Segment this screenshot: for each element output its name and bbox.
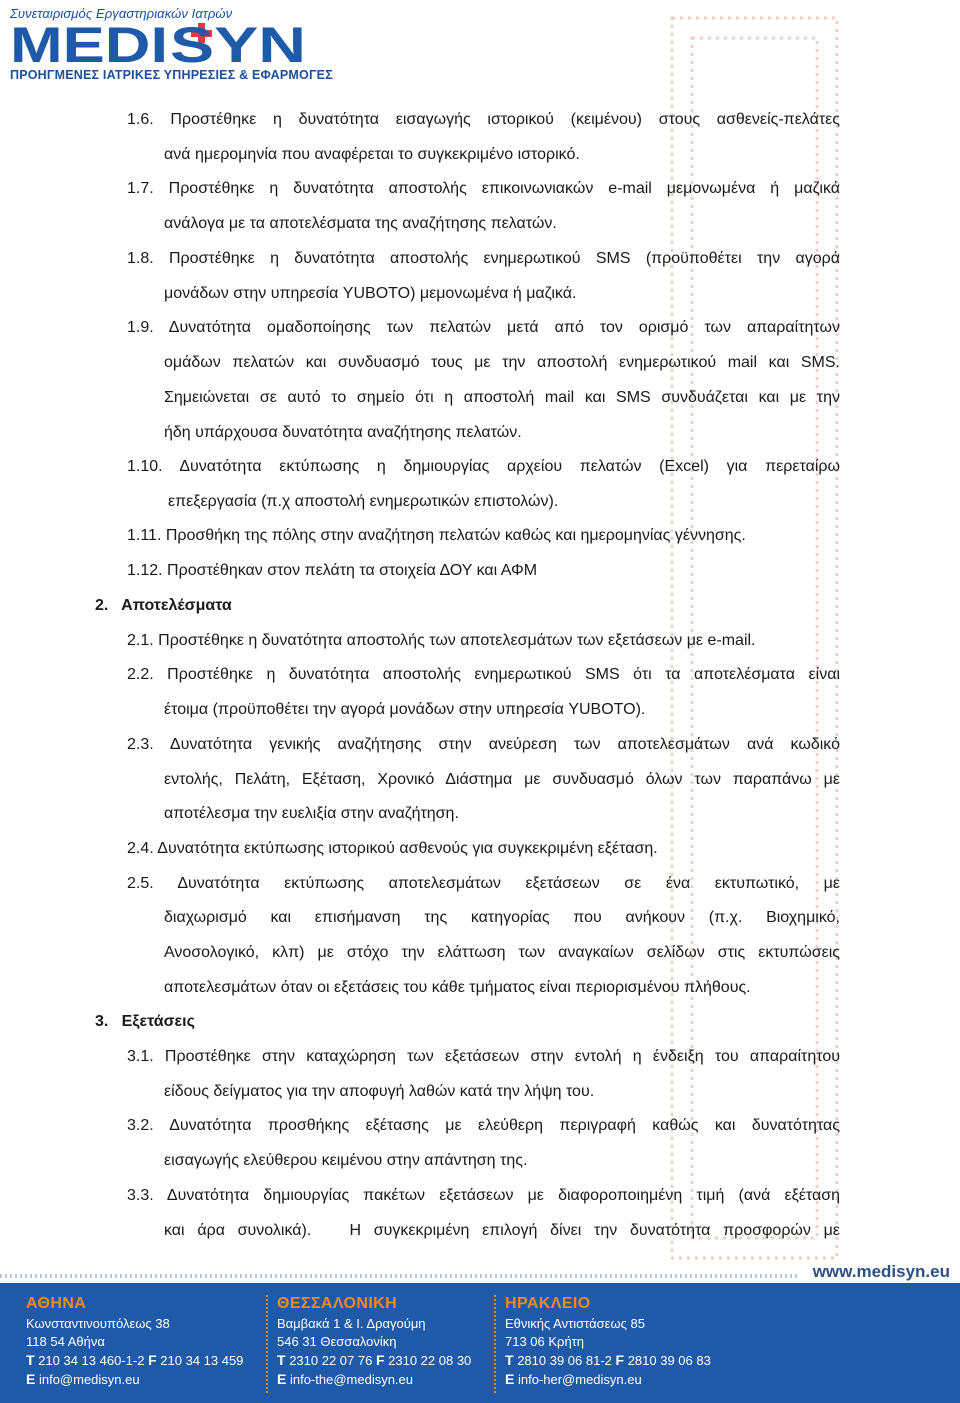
logo-tagline: Συνεταιρισμός Εργαστηριακών Ιατρών [10, 6, 233, 21]
text-line: 1.8. Προστέθηκε η δυνατότητα αποστολής ενημερωτικού SMS (προϋποθέτει την αγορά [127, 250, 840, 267]
phone-label: T [26, 1352, 35, 1368]
office-street: Εθνικής Αντιστάσεως 85 [505, 1316, 645, 1331]
text-line: επεξεργασία (π.χ αποστολή ενημερωτικών επιστολών). [168, 493, 559, 510]
text-line: ομάδων πελατών και συνδυασμό τους με την αποστολή ενημερωτικού mail και SMS. [164, 354, 840, 371]
text-line: είδους δείγματος για την αποφυγή λαθών κατά την λήψη του. [164, 1083, 595, 1100]
text-line: Ανοσολογικό, κλπ) με στόχο την ελάττωση των αναγκαίων σελίδων στις εκτυπώσεις [164, 944, 840, 961]
phone-label: T [505, 1352, 514, 1368]
section-heading: 2. Αποτελέσματα [95, 597, 232, 614]
office-athens [26, 1293, 243, 1389]
text-line: 3.1. Προστέθηκε στην καταχώρηση των εξετάσεων στην εντολή η ένδειξη του απαραίτητου [127, 1048, 840, 1065]
text-line: και άρα συνολικά). Η συγκεκριμένη επιλογή δίνει την δυνατότητα προσφορών με [164, 1222, 840, 1239]
office-heraklion [505, 1293, 711, 1389]
dotted-divider [0, 1272, 800, 1280]
fax-label: F [615, 1352, 625, 1368]
email-label: E [505, 1371, 515, 1387]
text-line: 1.11. Προσθήκη της πόλης στην αναζήτηση πελατών καθώς και ημερομηνίας γέννησης. [127, 527, 746, 544]
office-zip: 118 54 Αθήνα [26, 1334, 105, 1349]
text-line: ανάλογα με τα αποτελέσματα της αναζήτησης πελατών. [164, 215, 557, 232]
text-line: μονάδων στην υπηρεσία YUBOTO) μεμονωμένα ή μαζικά. [164, 285, 577, 302]
email-label: E [26, 1371, 36, 1387]
text-line: 2.3. Δυνατότητα γενικής αναζήτησης στην ανεύρεση των αποτελεσμάτων ανά κωδικό [127, 736, 840, 753]
text-line: 1.10. Δυνατότητα εκτύπωσης η δημιουργίας αρχείου πελατών (Excel) για περεταίρω [127, 458, 840, 475]
office-phones [505, 1351, 711, 1370]
office-zip: 713 06 Κρήτη [505, 1334, 585, 1349]
text-line: εισαγωγής ελεύθερου κειμένου στην απάντηση της. [164, 1152, 528, 1169]
text-line: 1.6. Προστέθηκε η δυνατότητα εισαγωγής ιστορικού (κειμένου) στους ασθενείς-πελάτες [127, 111, 840, 128]
office-phone[interactable]: 2310 22 07 76 [289, 1353, 373, 1368]
office-phone[interactable]: 2810 39 06 81-2 [517, 1353, 612, 1368]
logo-subtitle: ΠΡΟΗΓΜΕΝΕΣ ΙΑΤΡΙΚΕΣ ΥΠΗΡΕΣΙΕΣ & ΕΦΑΡΜΟΓΕΣ [10, 68, 333, 82]
email-label: E [277, 1371, 287, 1387]
text-line: έτοιμα (προϋποθέτει την αγορά μονάδων στην υπηρεσία YUBOTO). [164, 701, 646, 718]
website-link[interactable]: www.medisyn.eu [812, 1262, 950, 1281]
text-line: ανά ημερομηνία που αναφέρεται το συγκεκριμένο ιστορικό. [164, 146, 580, 163]
office-zip: 546 31 Θεσσαλονίκη [277, 1334, 397, 1349]
text-line: 2.5. Δυνατότητα εκτύπωσης αποτελεσμάτων εξετάσεων σε ένα εκτυπωτικό, με [127, 875, 840, 892]
text-line: 1.9. Δυνατότητα ομαδοποίησης των πελατών μετά από τον ορισμό των απαραίτητων [127, 319, 840, 336]
office-city: ΗΡΑΚΛΕΙΟ [505, 1295, 591, 1312]
phone-label: T [277, 1352, 286, 1368]
office-email-row [505, 1370, 711, 1389]
text-line: Σημειώνεται σε αυτό το σημείο ότι η αποστολή mail και SMS συνδυάζεται και με την [164, 389, 840, 406]
text-line: αποτέλεσμα την ευελιξία στην αναζήτηση. [164, 805, 459, 822]
office-email[interactable]: info@medisyn.eu [38, 1372, 140, 1387]
text-line: 3.2. Δυνατότητα προσθήκης εξέτασης με ελεύθερη περιγραφή καθώς και δυνατότητας [127, 1117, 840, 1134]
text-line: διαχωρισμό και επισήμανση της κατηγορίας που ανήκουν (π.χ. Βιοχημικό, [164, 909, 840, 926]
office-fax: 210 34 13 459 [160, 1353, 244, 1368]
office-phone[interactable]: 210 34 13 460-1-2 [38, 1353, 145, 1368]
office-phones [26, 1351, 243, 1370]
medisyn-logo [10, 6, 333, 86]
footer-contacts [0, 1283, 960, 1403]
office-thessaloniki [277, 1293, 471, 1389]
text-line: 2.2. Προστέθηκε η δυνατότητα αποστολής ενημερωτικού SMS ότι τα αποτελέσματα είναι [127, 666, 840, 683]
office-fax: 2810 39 06 83 [627, 1353, 711, 1368]
footer-separator [266, 1295, 268, 1393]
office-city: ΑΘΗΝΑ [26, 1295, 87, 1312]
text-line: 1.12. Προστέθηκαν στον πελάτη τα στοιχεία ΔΟΥ και ΑΦΜ [127, 562, 538, 579]
office-city: ΘΕΣΣΑΛΟΝΙΚΗ [277, 1295, 398, 1312]
text-line: ήδη υπάρχουσα δυνατότητα αναζήτησης πελατών. [164, 424, 522, 441]
text-line: εντολής, Πελάτη, Εξέταση, Χρονικό Διάστημα με συνδυασμό όλων των παραπάνω με [164, 771, 840, 788]
logo-brand-b: SYN [170, 22, 306, 66]
text-line: 2.1. Προστέθηκε η δυνατότητα αποστολής των αποτελεσμάτων των εξετάσεων με e-mail. [127, 632, 756, 649]
section-heading: 3. Εξετάσεις [95, 1013, 195, 1030]
office-email[interactable]: info-her@medisyn.eu [517, 1372, 642, 1387]
footer-separator [494, 1295, 496, 1393]
text-line: 3.3. Δυνατότητα δημιουργίας πακέτων εξετάσεων με διαφοροποιημένη τιμή (ανά εξέταση [127, 1187, 840, 1204]
fax-label: F [375, 1352, 385, 1368]
office-email-row [277, 1370, 471, 1389]
office-street: Βαμβακά 1 & Ι. Δραγούμη [277, 1316, 426, 1331]
office-phones [277, 1351, 471, 1370]
office-street: Κωνσταντινουπόλεως 38 [26, 1316, 170, 1331]
text-line: 2.4. Δυνατότητα εκτύπωσης ιστορικού ασθενούς για συγκεκριμένη εξέταση. [127, 840, 658, 857]
text-line: 1.7. Προστέθηκε η δυνατότητα αποστολής επικοινωνιακών e-mail μεμονωμένα ή μαζικά [127, 180, 840, 197]
fax-label: F [148, 1352, 157, 1368]
logo-brand-a: MEDI [10, 22, 168, 66]
office-email[interactable]: info-the@medisyn.eu [289, 1372, 414, 1387]
office-fax: 2310 22 08 30 [388, 1353, 472, 1368]
office-email-row [26, 1370, 243, 1389]
logo-wordmark [10, 22, 310, 66]
text-line: αποτελεσμάτων όταν οι εξετάσεις του κάθε τμήματος είναι περιορισμένου πλήθους. [164, 979, 751, 996]
